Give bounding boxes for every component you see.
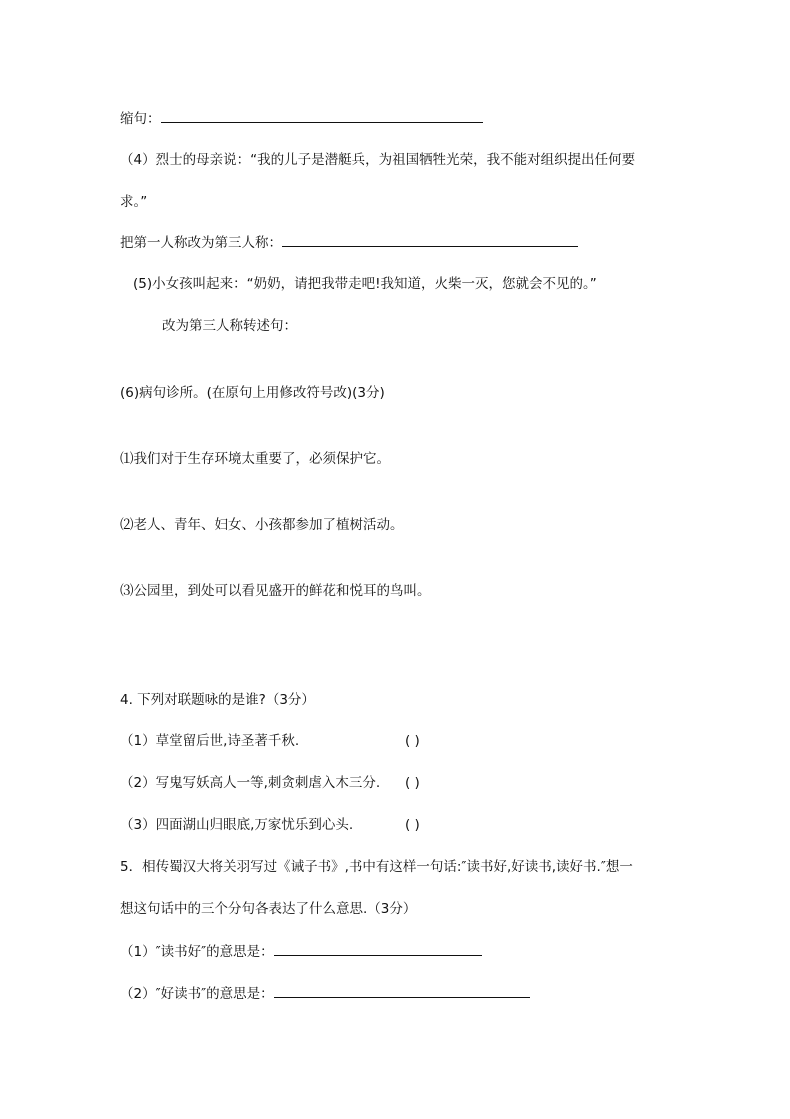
q4-item-1-answer[interactable]: ( ) — [405, 733, 420, 749]
suoju-answer-blank[interactable] — [161, 108, 483, 123]
q5-line2: 想这句话中的三个分句各表达了什么意思.（3分） — [120, 901, 417, 917]
q4-item-3: （3）四面湖山归眼底,万家忧乐到心头. — [120, 817, 354, 833]
q5-item-1-label: （1）″读书好″的意思是： — [120, 944, 274, 960]
item4-answer-blank[interactable] — [282, 232, 578, 247]
q5-item-1-line — [120, 941, 482, 962]
suoju-line — [120, 108, 483, 129]
q5-item-1-answer-blank[interactable] — [274, 941, 482, 956]
item4-instruction: 把第一人称改为第三人称： — [120, 235, 282, 251]
suoju-label: 缩句： — [120, 111, 161, 127]
item4-line2: 求。” — [120, 194, 148, 210]
item5-instruction: 改为第三人称转述句： — [162, 318, 297, 334]
q4-title: 4. 下列对联题咏的是谁?（3分） — [120, 692, 315, 708]
item4-line1: （4）烈士的母亲说：“我的儿子是潜艇兵，为祖国牺牲光荣，我不能对组织提出任何要 — [120, 152, 636, 168]
q5-item-2-line — [120, 983, 530, 1004]
q4-item-2: （2）写鬼写妖高人一等,刺贪刺虐入木三分. — [120, 775, 381, 791]
item6-sentence-1: ⑴我们对于生存环境太重要了，必须保护它。 — [120, 451, 390, 467]
item6-title: (6)病句诊所。(在原句上用修改符号改)(3分) — [120, 385, 385, 401]
q5-item-2-label: （2）″好读书″的意思是： — [120, 986, 274, 1002]
item4-instruction-line — [120, 232, 578, 253]
q4-item-1: （1）草堂留后世,诗圣著千秋. — [120, 733, 300, 749]
item6-sentence-3: ⑶公园里，到处可以看见盛开的鲜花和悦耳的鸟叫。 — [120, 583, 431, 599]
item6-sentence-2: ⑵老人、青年、妇女、小孩都参加了植树活动。 — [120, 517, 404, 533]
q4-item-3-answer[interactable]: ( ) — [405, 817, 420, 833]
q5-line1: 5．相传蜀汉大将关羽写过《诫子书》,书中有这样一句话:″读书好,好读书,读好书.″想一 — [120, 859, 633, 875]
item5-line: (5)小女孩叫起来：“奶奶，请把我带走吧!我知道，火柴一灭，您就会不见的。” — [133, 276, 597, 292]
q4-item-2-answer[interactable]: ( ) — [405, 775, 420, 791]
q5-item-2-answer-blank[interactable] — [274, 983, 530, 998]
